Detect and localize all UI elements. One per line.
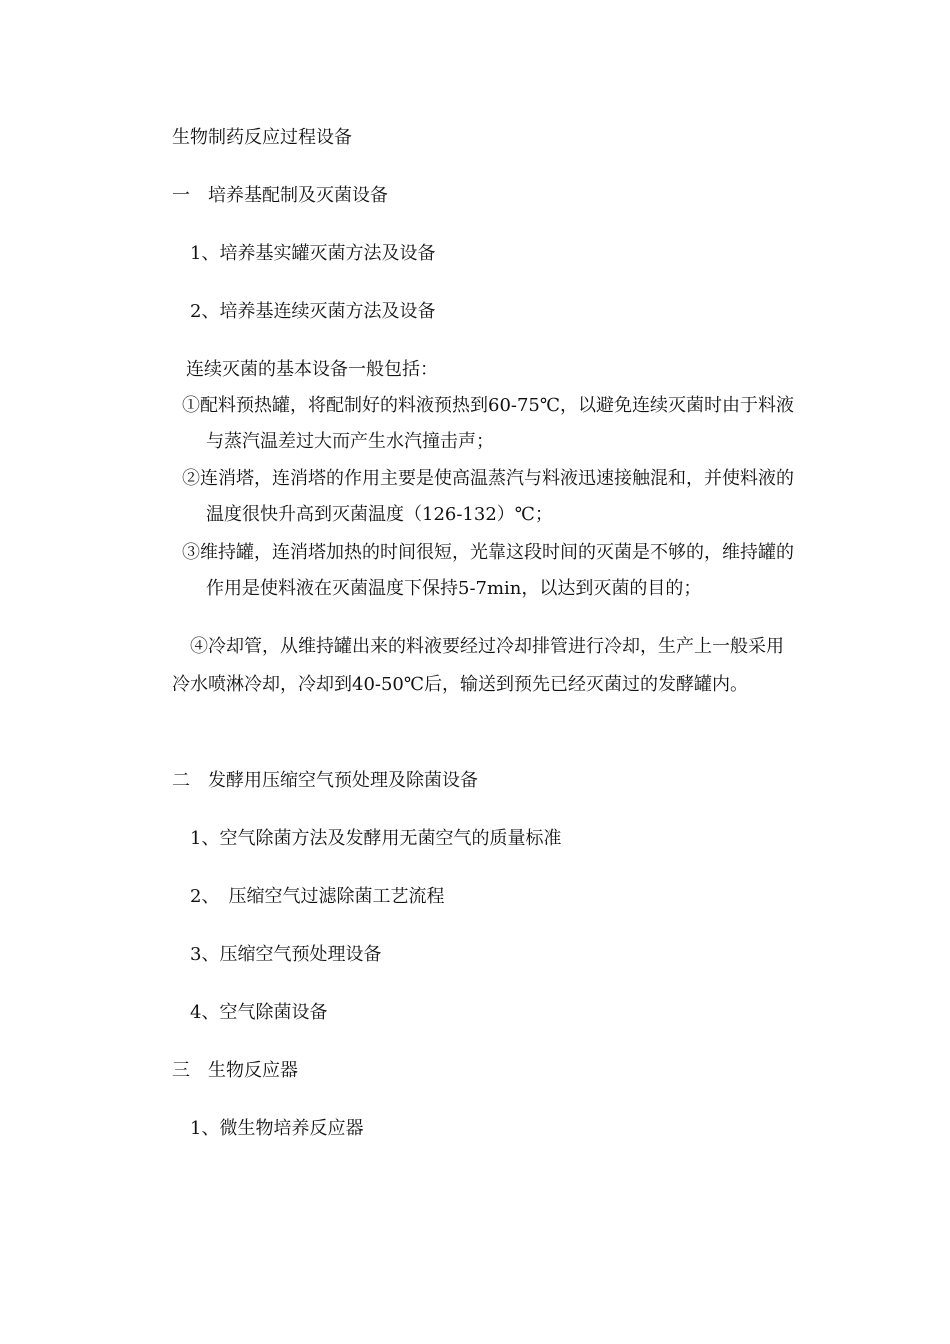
- section-1-item-1: 1、培养基实罐灭菌方法及设备: [190, 243, 436, 264]
- section-2-item-1: 1、空气除菌方法及发酵用无菌空气的质量标准: [190, 828, 562, 849]
- section-3-item-1: 1、微生物培养反应器: [190, 1118, 364, 1139]
- equipment-paragraph-2: [182, 461, 802, 533]
- section-3-heading: 三 生物反应器: [172, 1060, 298, 1081]
- equipment-paragraph-2-text: ②连消塔，连消塔的作用主要是使高温蒸汽与料液迅速接触混和，并使料液的温度很快升高到灭菌温度（126-132）℃；: [182, 468, 794, 525]
- equipment-paragraph-3: [182, 535, 802, 607]
- section-1-heading: 一 培养基配制及灭菌设备: [172, 185, 388, 206]
- section-1-item-2: 2、培养基连续灭菌方法及设备: [190, 301, 436, 322]
- section-2-item-3: 3、压缩空气预处理设备: [190, 944, 382, 965]
- section-2-item-2: 2、 压缩空气过滤除菌工艺流程: [190, 886, 445, 907]
- equipment-paragraph-1-text: ①配料预热罐，将配制好的料液预热到60-75℃，以避免连续灭菌时由于料液与蒸汽温差过大而产生水汽撞击声；: [182, 395, 795, 452]
- section-2-heading: 二 发酵用压缩空气预处理及除菌设备: [172, 770, 478, 791]
- equipment-paragraph-3-text: ③维持罐，连消塔加热的时间很短，光靠这段时间的灭菌是不够的，维持罐的作用是使料液在灭菌温度下保持5-7min，以达到灭菌的目的；: [182, 542, 794, 599]
- equipment-paragraph-1: [182, 388, 802, 460]
- continuous-sterilization-intro: 连续灭菌的基本设备一般包括：: [186, 359, 438, 380]
- equipment-paragraph-4: ④冷却管，从维持罐出来的料液要经过冷却排管进行冷却，生产上一般采用冷水喷淋冷却，冷却到40-50℃后，输送到预先已经灭菌过的发酵罐内。: [172, 636, 784, 695]
- section-2-item-4: 4、空气除菌设备: [190, 1002, 328, 1023]
- document-title: 生物制药反应过程设备: [172, 127, 352, 148]
